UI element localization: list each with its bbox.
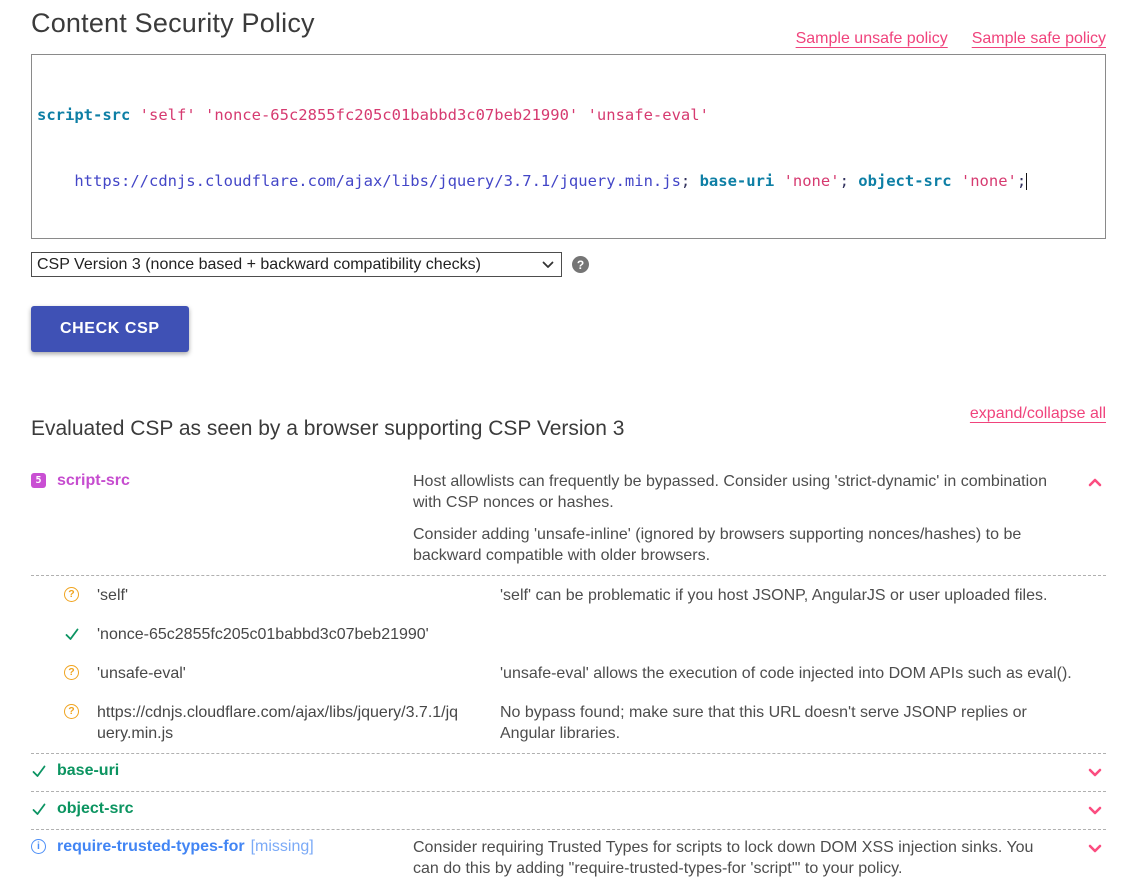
collapse-chevron-up-icon[interactable]: [1088, 471, 1106, 492]
directive-label-require-trusted-types-for: [57, 837, 413, 857]
directive-label-base-uri: base-uri: [57, 762, 120, 779]
help-outline-icon: ?: [64, 663, 97, 680]
page-title: Content Security Policy: [31, 8, 315, 38]
value-row-nonce: [64, 615, 1106, 654]
sample-safe-policy-link[interactable]: Sample safe policy: [971, 30, 1106, 47]
csp-policy-input[interactable]: [31, 54, 1106, 239]
directive-token: base-uri: [699, 172, 775, 190]
expand-collapse-all-link[interactable]: expand/collapse all: [969, 405, 1106, 422]
semicolon-token: ;: [1016, 172, 1027, 190]
csp-line-2: [37, 170, 1100, 192]
description-paragraph: Consider adding 'unsafe-inline' (ignored by browsers supporting nonces/hashes) to be backward compatible with older browsers.: [413, 526, 1022, 564]
help-outline-icon: ?: [64, 702, 97, 719]
directive-label-object-src: object-src: [57, 800, 134, 817]
check-icon: [31, 799, 57, 817]
help-outline-icon: ?: [64, 585, 97, 602]
value-token: 'none': [774, 172, 840, 190]
expand-chevron-down-icon[interactable]: [1088, 799, 1106, 820]
value-row-unsafe-eval: [64, 654, 1106, 693]
strict-csp-icon: 5: [31, 471, 57, 488]
url-token: https://cdnjs.cloudflare.com/ajax/libs/jquery/3.7.1/jquery.min.js: [74, 172, 681, 190]
directive-row-require-trusted-types-for[interactable]: [31, 830, 1106, 888]
version-select-row: [31, 252, 1106, 277]
value-description: 'self' can be problematic if you host JSONP, AngularJS or user uploaded files.: [500, 587, 1048, 604]
directive-description: [413, 471, 1053, 566]
csp-version-select[interactable]: [31, 252, 562, 277]
values-token: 'self' 'nonce-65c2855fc205c01babbd3c07beb21990' 'unsafe-eval': [130, 106, 709, 124]
directive-label-text: require-trusted-types-for: [57, 838, 245, 855]
directive-description: Consider requiring Trusted Types for scripts to lock down DOM XSS injection sinks. You can do this by adding "require-trusted-types-for 'script'" to your policy.: [413, 839, 1034, 877]
check-icon: [64, 624, 97, 642]
sample-policy-links: [796, 30, 1106, 48]
value-text: 'unsafe-eval': [97, 665, 186, 682]
value-description: No bypass found; make sure that this URL doesn't serve JSONP replies or Angular libraries.: [500, 704, 1027, 742]
value-row-jquery-url: [64, 693, 1106, 753]
semicolon-token: ;: [680, 172, 700, 190]
check-csp-button[interactable]: CHECK CSP: [31, 306, 189, 352]
expand-chevron-down-icon[interactable]: [1088, 761, 1106, 782]
version-help-icon[interactable]: ?: [572, 256, 589, 273]
missing-badge: [missing]: [250, 838, 314, 855]
description-paragraph: Host allowlists can frequently be bypassed. Consider using 'strict-dynamic' in combination with CSP nonces or hashes.: [413, 473, 1047, 511]
evaluation-header: [31, 405, 1106, 441]
info-outline-icon: i: [31, 837, 57, 854]
csp-version-selected-option: CSP Version 3 (nonce based + backward compatibility checks): [37, 255, 481, 273]
directive-label-script-src: script-src: [57, 472, 130, 489]
expand-chevron-down-icon[interactable]: [1088, 837, 1106, 858]
value-text: https://cdnjs.cloudflare.com/ajax/libs/jquery/3.7.1/jquery.min.js: [97, 704, 459, 742]
evaluation-title: Evaluated CSP as seen by a browser supporting CSP Version 3: [31, 417, 625, 440]
directive-row-base-uri[interactable]: [31, 754, 1106, 791]
select-chevron-down-icon: [542, 261, 554, 269]
value-token: 'none': [951, 172, 1017, 190]
directive-token: object-src: [858, 172, 952, 190]
value-text: 'nonce-65c2855fc205c01babbd3c07beb21990': [97, 626, 429, 643]
evaluation-results: [31, 464, 1106, 888]
page-header: [31, 0, 1106, 54]
sample-unsafe-policy-link[interactable]: Sample unsafe policy: [795, 30, 948, 47]
value-description: 'unsafe-eval' allows the execution of code injected into DOM APIs such as eval().: [500, 665, 1072, 682]
indent: [37, 172, 74, 190]
directive-token: script-src: [37, 106, 131, 124]
directive-row-script-src[interactable]: [31, 464, 1106, 575]
csp-line-1: [37, 104, 1100, 126]
check-icon: [31, 761, 57, 779]
directive-row-object-src[interactable]: [31, 792, 1106, 829]
value-text: 'self': [97, 587, 129, 604]
value-row-self: [64, 576, 1106, 615]
text-cursor: [1026, 173, 1027, 190]
semicolon-token: ;: [839, 172, 859, 190]
